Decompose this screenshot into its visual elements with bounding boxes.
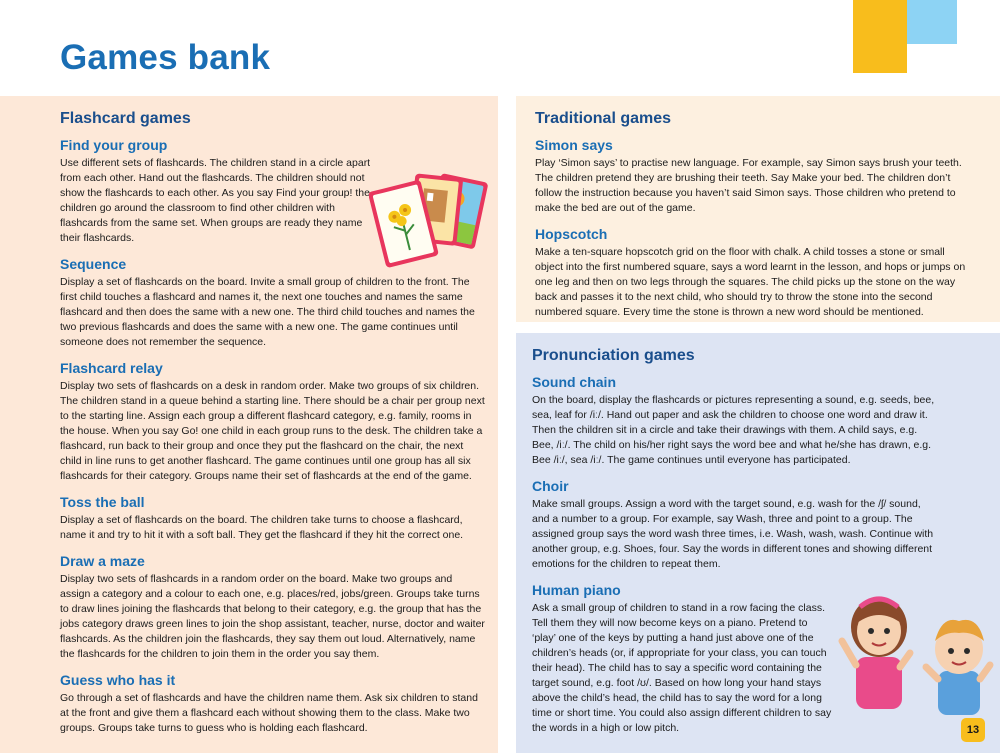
human-piano-text: Ask a small group of children to stand in a row facing the class. Tell them they will now become keys on a piano. Pretend to ‘play’ one of the keys by putting a hand just above one of the children’s heads (or, if appropriate for your class, you can touch their head). The child has to say a specific word containing the target sound, e.g. foot /ʊ/. Based on how long your hand stays above the child’s head, the child has to say the word for a long time or short time. You could also assign different children to say the words in a high or low pitch. <box>532 602 832 734</box>
find-your-group-text: Use different sets of flashcards. The children stand in a circle apart from each other. Hand out the flashcards. The children should not show the flashcards to each other. As you say Find your group! the children go around the classroom to find other children with flashcards from the same set. When groups are ready they name their flashcards. <box>60 157 371 244</box>
traditional-games-section <box>535 110 970 330</box>
flashcard-relay-title: Flashcard relay <box>60 360 163 376</box>
guess-who-has-it-text: Go through a set of flashcards and have the children name them. Ask six children to stand at the front and give them a flashcard each without showing them to the class. Make two groups. Groups take turns to guess who is holding each flashcard. <box>60 692 478 734</box>
flashcard-games-heading: Flashcard games <box>60 110 191 127</box>
sound-chain-title: Sound chain <box>532 374 616 390</box>
decor-blue-square <box>907 0 957 44</box>
sequence-title: Sequence <box>60 256 127 272</box>
flashcards-illustration-icon <box>369 170 495 272</box>
choir-text: Make small groups. Assign a word with the target sound, e.g. wash for the /ʃ/ sound, and a number to a group. For example, say Wash, three and point to a group. The assigned group says the word wash three times, i.e. Wash, wash, wash. Continue with another group, e.g. Shoes, four. Say the words in different tones and showing different emotions for the children to repeat them. <box>532 498 934 570</box>
simon-says-title: Simon says <box>535 137 613 153</box>
decor-yellow-square <box>853 0 907 73</box>
children-illustration-icon <box>838 587 996 717</box>
page-number-badge: 13 <box>961 718 985 742</box>
human-piano-title: Human piano <box>532 582 621 598</box>
sequence-text: Display a set of flashcards on the board. Invite a small group of children to the front. The first child touches a flashcard and names it, the next one touches and names the same flashcard and then does the same with a new one. The third child touches and names the two previous flashcards and does the same with a new one. The game continues until someone does not remember the sequence. <box>60 276 475 348</box>
draw-a-maze-title: Draw a maze <box>60 553 145 569</box>
find-your-group-title: Find your group <box>60 137 168 153</box>
toss-the-ball-title: Toss the ball <box>60 494 145 510</box>
toss-the-ball-text: Display a set of flashcards on the board. The children take turns to choose a flashcard, name it and try to hit it with a soft ball. They get the flashcard if they hit the correct one. <box>60 514 464 541</box>
sound-chain-text: On the board, display the flashcards or pictures representing a sound, e.g. seeds, bee, sea, leaf for /iː/. Hand out paper and ask the children to choose one word and draw it. Then the children sit in a circle and take their drawings with them. A child says, e.g. Bee, /iː/. The child on his/her right says the word bee and what he/she has drawn, e.g. Bee /iː/, sea /iː/. The game continues until everyone has participated. <box>532 394 935 466</box>
page-title: Games bank <box>60 38 271 77</box>
hopscotch-text: Make a ten-square hopscotch grid on the floor with chalk. A child tosses a stone or small object into the first numbered square, says a word learnt in the lesson, and hops or jumps on one leg and then on two legs through the squares. The child picks up the stone on the way back and passes it to the next child, who should try to throw the stone into the second numbered square. Every time the stone is thrown a new word should be mentioned. <box>535 246 966 318</box>
guess-who-has-it-title: Guess who has it <box>60 672 176 688</box>
hopscotch-title: Hopscotch <box>535 226 608 242</box>
traditional-games-heading: Traditional games <box>535 110 672 127</box>
pronunciation-games-heading: Pronunciation games <box>532 347 695 364</box>
simon-says-text: Play ‘Simon says’ to practise new language. For example, say Simon says brush your teeth. The children pretend they are brushing their teeth. Say Make your bed. The children don’t follow the instruction because you haven’t said Simon says. Those children who pretend to make the bed are out of the game. <box>535 157 962 214</box>
draw-a-maze-text: Display two sets of flashcards in a random order on the board. Make two groups and assign a category and a colour to each one, e.g. places/red, jobs/green. Groups take turns to draw lines joining the flashcards that belong to their category, e.g. the group that has the jobs category draws green lines to join the shop assistant, teacher, nurse, doctor and waiter flashcards. As the children join the flashcards, they say them out loud. Alternatively, name the flashcards for the children to join them in the order you say them. <box>60 573 485 660</box>
flashcard-relay-text: Display two sets of flashcards on a desk in random order. Make two groups of six children. The children stand in a queue behind a starting line. There should be a chair per group next to the starting line. Assign each group a different flashcard category, e.g. family, rooms in the house. When you say Go! one child in each group runs to the desk. The children take a flashcard, run back to their group and once they put the flashcard on the chair, the next child in line runs to get another flashcard. The game continues until one group has all six flashcards for their category. Groups name their set of flashcards at the end of the game. <box>60 380 485 482</box>
choir-title: Choir <box>532 478 569 494</box>
